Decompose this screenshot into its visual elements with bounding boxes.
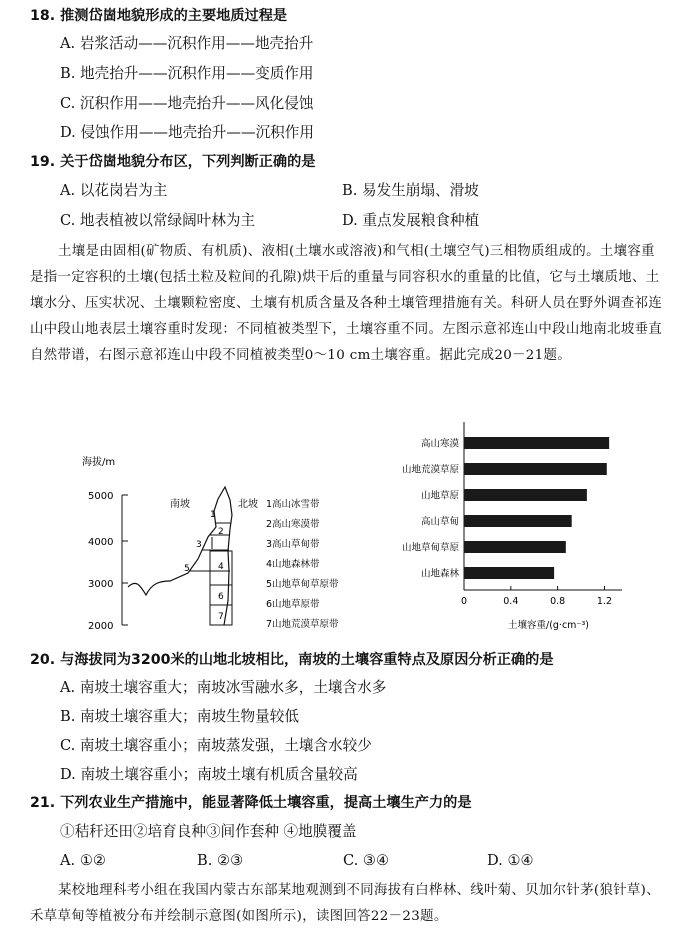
category-label-2: 山地荒漠草原 bbox=[401, 464, 459, 476]
category-label-1: 高山寒漠 bbox=[420, 438, 459, 450]
bar-1 bbox=[464, 437, 609, 449]
legend-item-4: 4山地森林带 bbox=[266, 559, 320, 570]
zone-number-2: 2 bbox=[218, 527, 224, 537]
zone-number-4: 4 bbox=[218, 562, 224, 572]
bar-3 bbox=[464, 489, 587, 501]
x-axis-label: 土壤容重/(g·cm⁻³) bbox=[508, 620, 589, 631]
category-label-4: 高山草甸 bbox=[420, 516, 459, 528]
bar-4 bbox=[464, 515, 572, 527]
q20-option-a: A. 南坡土壤容重大；南坡冰雪融水多，土壤含水多 bbox=[60, 679, 387, 696]
q21-option-b: B. ②③ bbox=[197, 852, 244, 869]
zone-number-5: 5 bbox=[184, 564, 190, 574]
x-tick-label-3: 0.8 bbox=[550, 596, 566, 607]
soil-passage: 土壤是由固相(矿物质、有机质)、液相(土壤水或溶液)和气相(土壤空气)三相物质组成的。土壤容重是指一定容积的土壤(包括土粒及粒间的孔隙)烘干后的重量与同容积水的重量的比值，它与土壤质地、土壤水分、压实状况、土壤颗粒密度、土壤有机质含量及各种土壤管理措施有关。科研人员在野外调查祁连山中段山地表层土壤容重时发现：不同植被类型下，土壤容重不同。左图示意祁连山中段山地南北坡垂直自然带谱，右图示意祁连山中段不同植被类型0～10 cm土壤容重。据此完成20－21题。 bbox=[30, 244, 663, 363]
q21-option-a: A. ①② bbox=[60, 852, 106, 869]
x-tick-label-1: 0 bbox=[460, 596, 468, 607]
category-label-5: 山地草甸草原 bbox=[401, 542, 459, 554]
legend-item-3: 3高山草甸带 bbox=[266, 539, 320, 550]
q18-option-c: C. 沉积作用——地壳抬升——风化侵蚀 bbox=[60, 95, 314, 112]
soil-bulk-density-chart bbox=[390, 420, 650, 635]
zone-number-1: 1 bbox=[210, 510, 216, 520]
q19-option-c: C. 地表植被以常绿阔叶林为主 bbox=[60, 212, 256, 229]
x-tick-label-4: 1.2 bbox=[596, 596, 612, 607]
q21-stem: 21. 下列农业生产措施中，能显著降低土壤容重，提高土壤生产力的是 bbox=[30, 795, 472, 811]
y-tick-5000: 5000 bbox=[88, 491, 114, 502]
legend-item-5: 5山地草甸草原带 bbox=[266, 579, 339, 590]
y-tick-2000: 2000 bbox=[88, 621, 114, 632]
y-tick-4000: 4000 bbox=[88, 537, 114, 548]
y-axis-label: 海拔/m bbox=[82, 457, 116, 468]
category-label-6: 山地森林 bbox=[420, 568, 459, 580]
q18-option-a: A. 岩浆活动——沉积作用——地壳抬升 bbox=[60, 35, 314, 52]
y-tick-3000: 3000 bbox=[88, 579, 114, 590]
legend-item-7: 7山地荒漠草原带 bbox=[266, 619, 339, 630]
legend-item-1: 1高山冰雪带 bbox=[266, 499, 320, 510]
q19-option-a: A. 以花岗岩为主 bbox=[60, 182, 168, 199]
south-slope-label: 南坡 bbox=[170, 499, 190, 510]
q20-option-b: B. 南坡土壤容重大；南坡生物量较低 bbox=[60, 708, 299, 725]
bar-6 bbox=[464, 567, 554, 579]
bar-5 bbox=[464, 541, 566, 553]
q20-option-c: C. 南坡土壤容重小；南坡蒸发强，土壤含水较少 bbox=[60, 737, 372, 754]
q18-stem: 18. 推测岱崮地貌形成的主要地质过程是 bbox=[30, 8, 288, 24]
category-label-3: 山地草原 bbox=[420, 490, 459, 502]
bar-2 bbox=[464, 463, 607, 475]
q21-option-d: D. ①④ bbox=[487, 852, 534, 869]
q21-option-c: C. ③④ bbox=[343, 852, 390, 869]
legend-item-6: 6山地草原带 bbox=[266, 599, 320, 610]
q20-stem: 20. 与海拔同为3200米的山地北坡相比，南坡的土壤容重特点及原因分析正确的是 bbox=[30, 652, 554, 668]
q21-items: ①秸秆还田②培育良种③间作套种 ④地膜覆盖 bbox=[60, 823, 357, 840]
zone-number-3: 3 bbox=[196, 540, 202, 550]
legend-item-2: 2高山寒漠带 bbox=[266, 519, 320, 530]
vertical-zone-diagram bbox=[80, 455, 380, 640]
q20-option-d: D. 南坡土壤容重小；南坡土壤有机质含量较高 bbox=[60, 766, 358, 783]
q19-option-d: D. 重点发展粮食种植 bbox=[342, 212, 480, 229]
x-tick-label-2: 0.4 bbox=[503, 596, 519, 607]
north-slope-label: 北坡 bbox=[238, 499, 258, 510]
vegetation-passage: 某校地理科考小组在我国内蒙古东部某地观测到不同海拔有白桦林、线叶菊、贝加尔针茅(狼针草)、禾草草甸等植被分布并绘制示意图(如图所示)，读图回答22－23题。 bbox=[30, 883, 660, 924]
zone-number-7: 7 bbox=[218, 612, 224, 622]
q19-stem: 19. 关于岱崮地貌分布区，下列判断正确的是 bbox=[30, 154, 316, 170]
zone-number-6: 6 bbox=[218, 592, 224, 602]
q19-option-b: B. 易发生崩塌、滑坡 bbox=[342, 182, 479, 199]
q18-option-b: B. 地壳抬升——沉积作用——变质作用 bbox=[60, 65, 314, 82]
q18-option-d: D. 侵蚀作用——地壳抬升——沉积作用 bbox=[60, 124, 314, 141]
